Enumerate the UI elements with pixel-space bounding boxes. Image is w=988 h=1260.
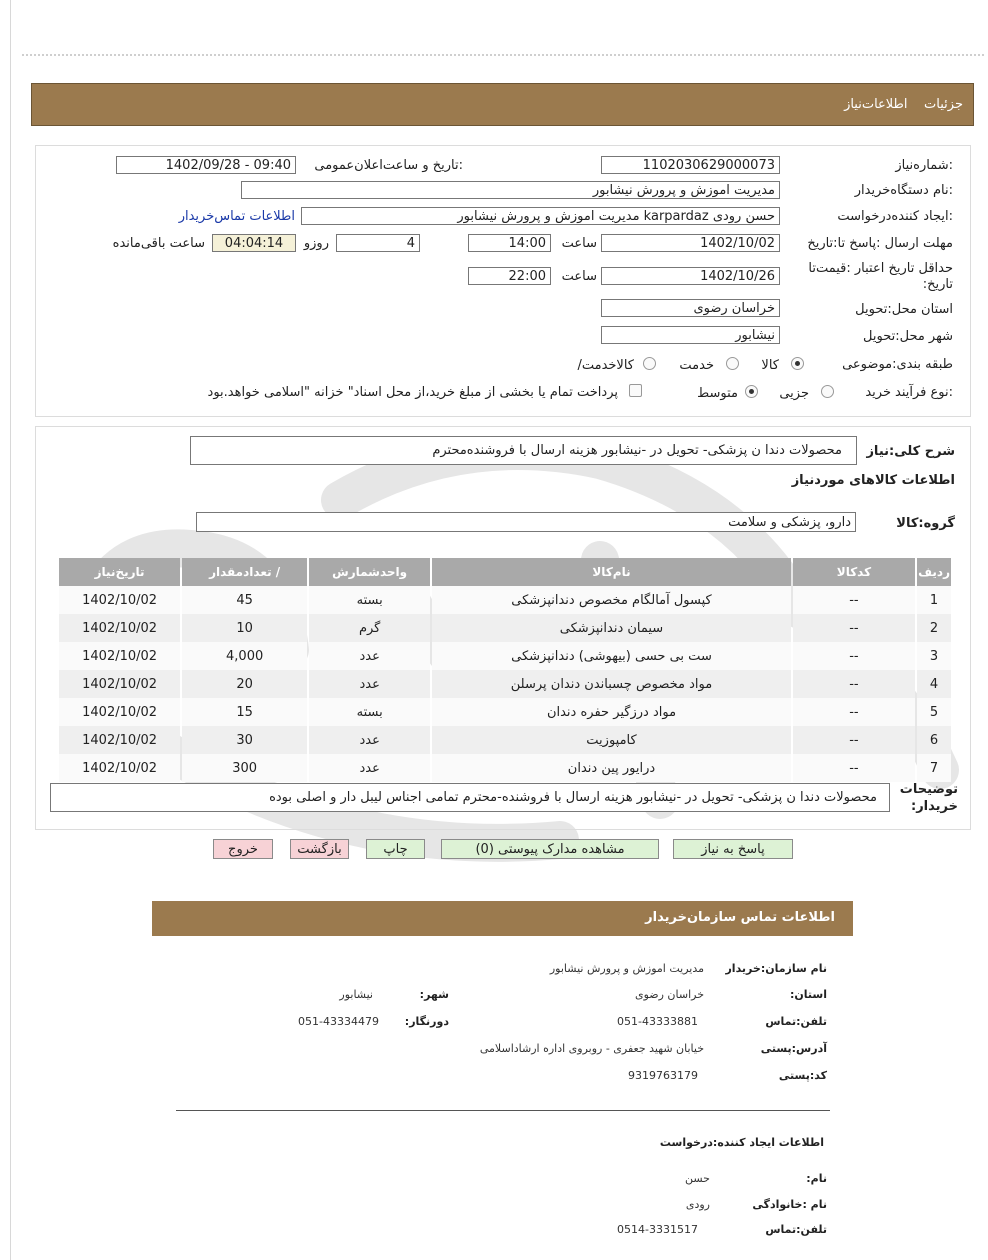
table-row <box>59 586 951 614</box>
contact-org-label: نام سازمان:خریدار <box>725 962 827 975</box>
days-label: روزو <box>303 236 329 251</box>
treasury-payment-label: پرداخت تمام یا بخشی از مبلغ خرید،از محل اسناد" خزانه "اسلامی خواهد.بود <box>207 385 618 400</box>
treasury-payment-checkbox[interactable] <box>629 384 642 397</box>
general-desc-field[interactable] <box>190 436 857 465</box>
category-goods-label: کالا <box>761 358 779 373</box>
buyer-org-label: نام دستگاه‌خریدار: <box>854 183 953 198</box>
table-row <box>59 754 951 782</box>
process-partial-radio[interactable] <box>821 385 834 398</box>
item-date: 1402/10/02 <box>59 698 180 726</box>
contact-address-label: آدرس:پستی <box>760 1042 827 1055</box>
item-date: 1402/10/02 <box>59 614 180 642</box>
item-unit: بسته <box>309 586 430 614</box>
row-index: 7 <box>917 754 951 782</box>
header-title <box>844 97 963 112</box>
general-desc-label: شرح کلی:نیاز <box>866 444 955 459</box>
item-unit: گرم <box>309 614 430 642</box>
requester-family-value: رودی <box>685 1198 710 1211</box>
province-label: استان محل:تحویل <box>855 302 953 317</box>
goods-info-title: اطلاعات کالاهای موردنیاز <box>791 473 955 488</box>
row-index: 1 <box>917 586 951 614</box>
buyer-notes-label-1: توضیحات <box>899 782 958 797</box>
send-deadline-label: مهلت ارسال :پاسخ تا:تاریخ <box>807 236 953 251</box>
requester-name-label: :نام <box>806 1172 827 1185</box>
item-name: کامپوزیت <box>432 726 791 754</box>
buyer-notes-field[interactable] <box>50 783 890 812</box>
send-time-label: ساعت <box>561 236 597 251</box>
category-label: طبقه بندی:موضوعی <box>842 357 953 372</box>
contact-org-value: مدیریت اموزش و پرورش نیشابور <box>549 962 704 975</box>
table-row <box>59 670 951 698</box>
item-qty: 4,000 <box>182 642 307 670</box>
item-name: ست بی حسی (بیهوشی) دندانپزشکی <box>432 642 791 670</box>
process-partial-label: جزیی <box>779 386 809 401</box>
creator-label: ایجاد کننده‌درخواست: <box>837 209 953 224</box>
item-qty: 15 <box>182 698 307 726</box>
item-date: 1402/10/02 <box>59 642 180 670</box>
category-service-label: خدمت <box>679 358 714 373</box>
validity-time-field[interactable]: 22:00 <box>468 267 551 285</box>
col-date: تاریخ‌نیاز <box>59 558 180 586</box>
item-unit: بسته <box>309 698 430 726</box>
item-code: -- <box>793 698 915 726</box>
table-row <box>59 642 951 670</box>
contact-province-value: خراسان رضوی <box>634 988 704 1001</box>
col-name: نام‌کالا <box>432 558 791 586</box>
contact-fax-label: :دورنگار <box>404 1015 449 1028</box>
goods-table <box>57 558 953 782</box>
requester-phone-value: 0514-3331517 <box>617 1223 698 1236</box>
col-qty: / تعدادمقدار <box>182 558 307 586</box>
tab-need-info[interactable]: اطلاعات‌نیاز <box>844 97 908 112</box>
contact-city-label: :شهر <box>419 988 449 1001</box>
item-code: -- <box>793 642 915 670</box>
contact-province-label: :استان <box>789 988 827 1001</box>
buyer-contact-title: اطلاعات تماس سازمان‌خریدار <box>645 910 835 925</box>
item-date: 1402/10/02 <box>59 754 180 782</box>
contact-phone-value: 051-43333881 <box>617 1015 698 1028</box>
validity-label-1: حداقل تاریخ اعتبار :قیمت‌تا <box>808 261 953 276</box>
row-index: 3 <box>917 642 951 670</box>
announce-field[interactable]: 1402/09/28 - 09:40 <box>116 156 296 174</box>
row-index: 2 <box>917 614 951 642</box>
province-field[interactable]: خراسان رضوی <box>601 299 780 317</box>
remaining-time-field: 04:04:14 <box>212 234 296 252</box>
buyer-org-field[interactable]: مدیریت اموزش و پرورش نیشابور <box>241 181 780 199</box>
contact-postal-value: 9319763179 <box>628 1069 698 1082</box>
item-code: -- <box>793 614 915 642</box>
item-date: 1402/10/02 <box>59 670 180 698</box>
table-row <box>59 726 951 754</box>
details-header-bar <box>31 83 974 126</box>
days-field[interactable]: 4 <box>336 234 420 252</box>
buyer-notes-text: محصولات دندا ن پزشکی- تحویل در -نیشابور هزینه ارسال با فروشنده-محترم تمامی اجناس لیبل دار و اصلی بوده <box>269 790 877 805</box>
attachments-button[interactable]: مشاهده مدارک پیوستی (0) <box>441 839 659 859</box>
item-qty: 45 <box>182 586 307 614</box>
item-unit: عدد <box>309 726 430 754</box>
item-date: 1402/10/02 <box>59 726 180 754</box>
process-medium-label: متوسط <box>697 386 738 401</box>
page-left-border <box>10 0 11 1260</box>
goods-group-label: گروه:کالا <box>896 516 955 531</box>
validity-label-2: :تاریخ <box>922 277 953 292</box>
goods-group-field[interactable]: دارو، پزشکی و سلامت <box>196 512 856 532</box>
item-code: -- <box>793 670 915 698</box>
buyer-contact-header <box>152 901 853 936</box>
category-both-label: /کالاخدمت <box>577 358 634 373</box>
item-unit: عدد <box>309 754 430 782</box>
buyer-contact-link[interactable]: اطلاعات تماس‌خریدار <box>178 209 295 224</box>
announce-label: تاریخ و ساعت‌اعلان‌عمومی: <box>314 158 463 173</box>
item-name: درایور پین دندان <box>432 754 791 782</box>
item-qty: 300 <box>182 754 307 782</box>
item-name: مواد درزگیر حفره دندان <box>432 698 791 726</box>
row-index: 5 <box>917 698 951 726</box>
need-number-label: شماره‌نیاز: <box>895 158 953 173</box>
col-unit: واحدشمارش <box>309 558 430 586</box>
contact-phone-label: تلفن:تماس <box>765 1015 827 1028</box>
col-row: ردیف <box>917 558 951 586</box>
item-qty: 30 <box>182 726 307 754</box>
item-unit: عدد <box>309 642 430 670</box>
row-index: 4 <box>917 670 951 698</box>
city-field[interactable]: نیشابور <box>601 326 780 344</box>
tab-details[interactable]: جزئیات <box>924 97 963 112</box>
category-service-radio[interactable] <box>726 357 739 370</box>
process-label: نوع فرآیند: <box>895 385 953 400</box>
process-buy-label: خرید <box>865 385 891 400</box>
remaining-time-label: ساعت باقی‌مانده <box>112 236 205 251</box>
item-qty: 20 <box>182 670 307 698</box>
item-code: -- <box>793 754 915 782</box>
process-medium-radio[interactable] <box>745 385 758 398</box>
item-name: کپسول آمالگام مخصوص دندانپزشکی <box>432 586 791 614</box>
category-both-radio[interactable] <box>643 357 656 370</box>
print-button[interactable]: چاپ <box>366 839 425 859</box>
need-number-field[interactable]: 1102030629000073 <box>601 156 780 174</box>
send-time-field[interactable]: 14:00 <box>468 234 551 252</box>
contact-address-value: خیابان شهید جعفری - روبروی اداره ارشاداسلامی <box>479 1042 704 1055</box>
category-goods-radio[interactable] <box>791 357 804 370</box>
table-row <box>59 614 951 642</box>
contact-divider <box>176 1110 830 1111</box>
table-row <box>59 698 951 726</box>
requester-phone-label: تلفن:تماس <box>765 1223 827 1236</box>
contact-postal-label: کد:پستی <box>778 1069 827 1082</box>
goods-table-header <box>59 558 951 586</box>
city-label: شهر محل:تحویل <box>863 329 953 344</box>
creator-field[interactable]: مدیریت اموزش و پرورش نیشابور karpardaz حسن رودی <box>301 207 780 225</box>
row-index: 6 <box>917 726 951 754</box>
validity-time-label: ساعت <box>561 269 597 284</box>
item-code: -- <box>793 726 915 754</box>
back-button[interactable]: بازگشت <box>290 839 349 859</box>
item-name: سیمان دندانپزشکی <box>432 614 791 642</box>
contact-city-value: نیشابور <box>339 988 373 1001</box>
item-date: 1402/10/02 <box>59 586 180 614</box>
reply-button[interactable]: پاسخ به نیاز <box>673 839 793 859</box>
item-unit: عدد <box>309 670 430 698</box>
requester-info-title: اطلاعات ایجاد کننده:درخواست <box>659 1136 824 1149</box>
item-name: مواد مخصوص چسباندن دندان پرسلن <box>432 670 791 698</box>
requester-family-label: نام :خانوادگی <box>752 1198 827 1211</box>
buyer-notes-label-2: :خریدار <box>911 799 958 814</box>
exit-button[interactable]: خروج <box>213 839 273 859</box>
top-dotted-divider <box>22 54 984 56</box>
item-qty: 10 <box>182 614 307 642</box>
col-code: کدکالا <box>793 558 915 586</box>
contact-fax-value: 051-43334479 <box>298 1015 379 1028</box>
send-date-field[interactable]: 1402/10/02 <box>601 234 780 252</box>
item-code: -- <box>793 586 915 614</box>
requester-name-value: حسن <box>685 1172 710 1185</box>
general-desc-text: محصولات دندا ن پزشکی- تحویل در -نیشابور هزینه ارسال با فروشنده‌محترم <box>432 443 842 458</box>
validity-date-field[interactable]: 1402/10/26 <box>601 267 780 285</box>
